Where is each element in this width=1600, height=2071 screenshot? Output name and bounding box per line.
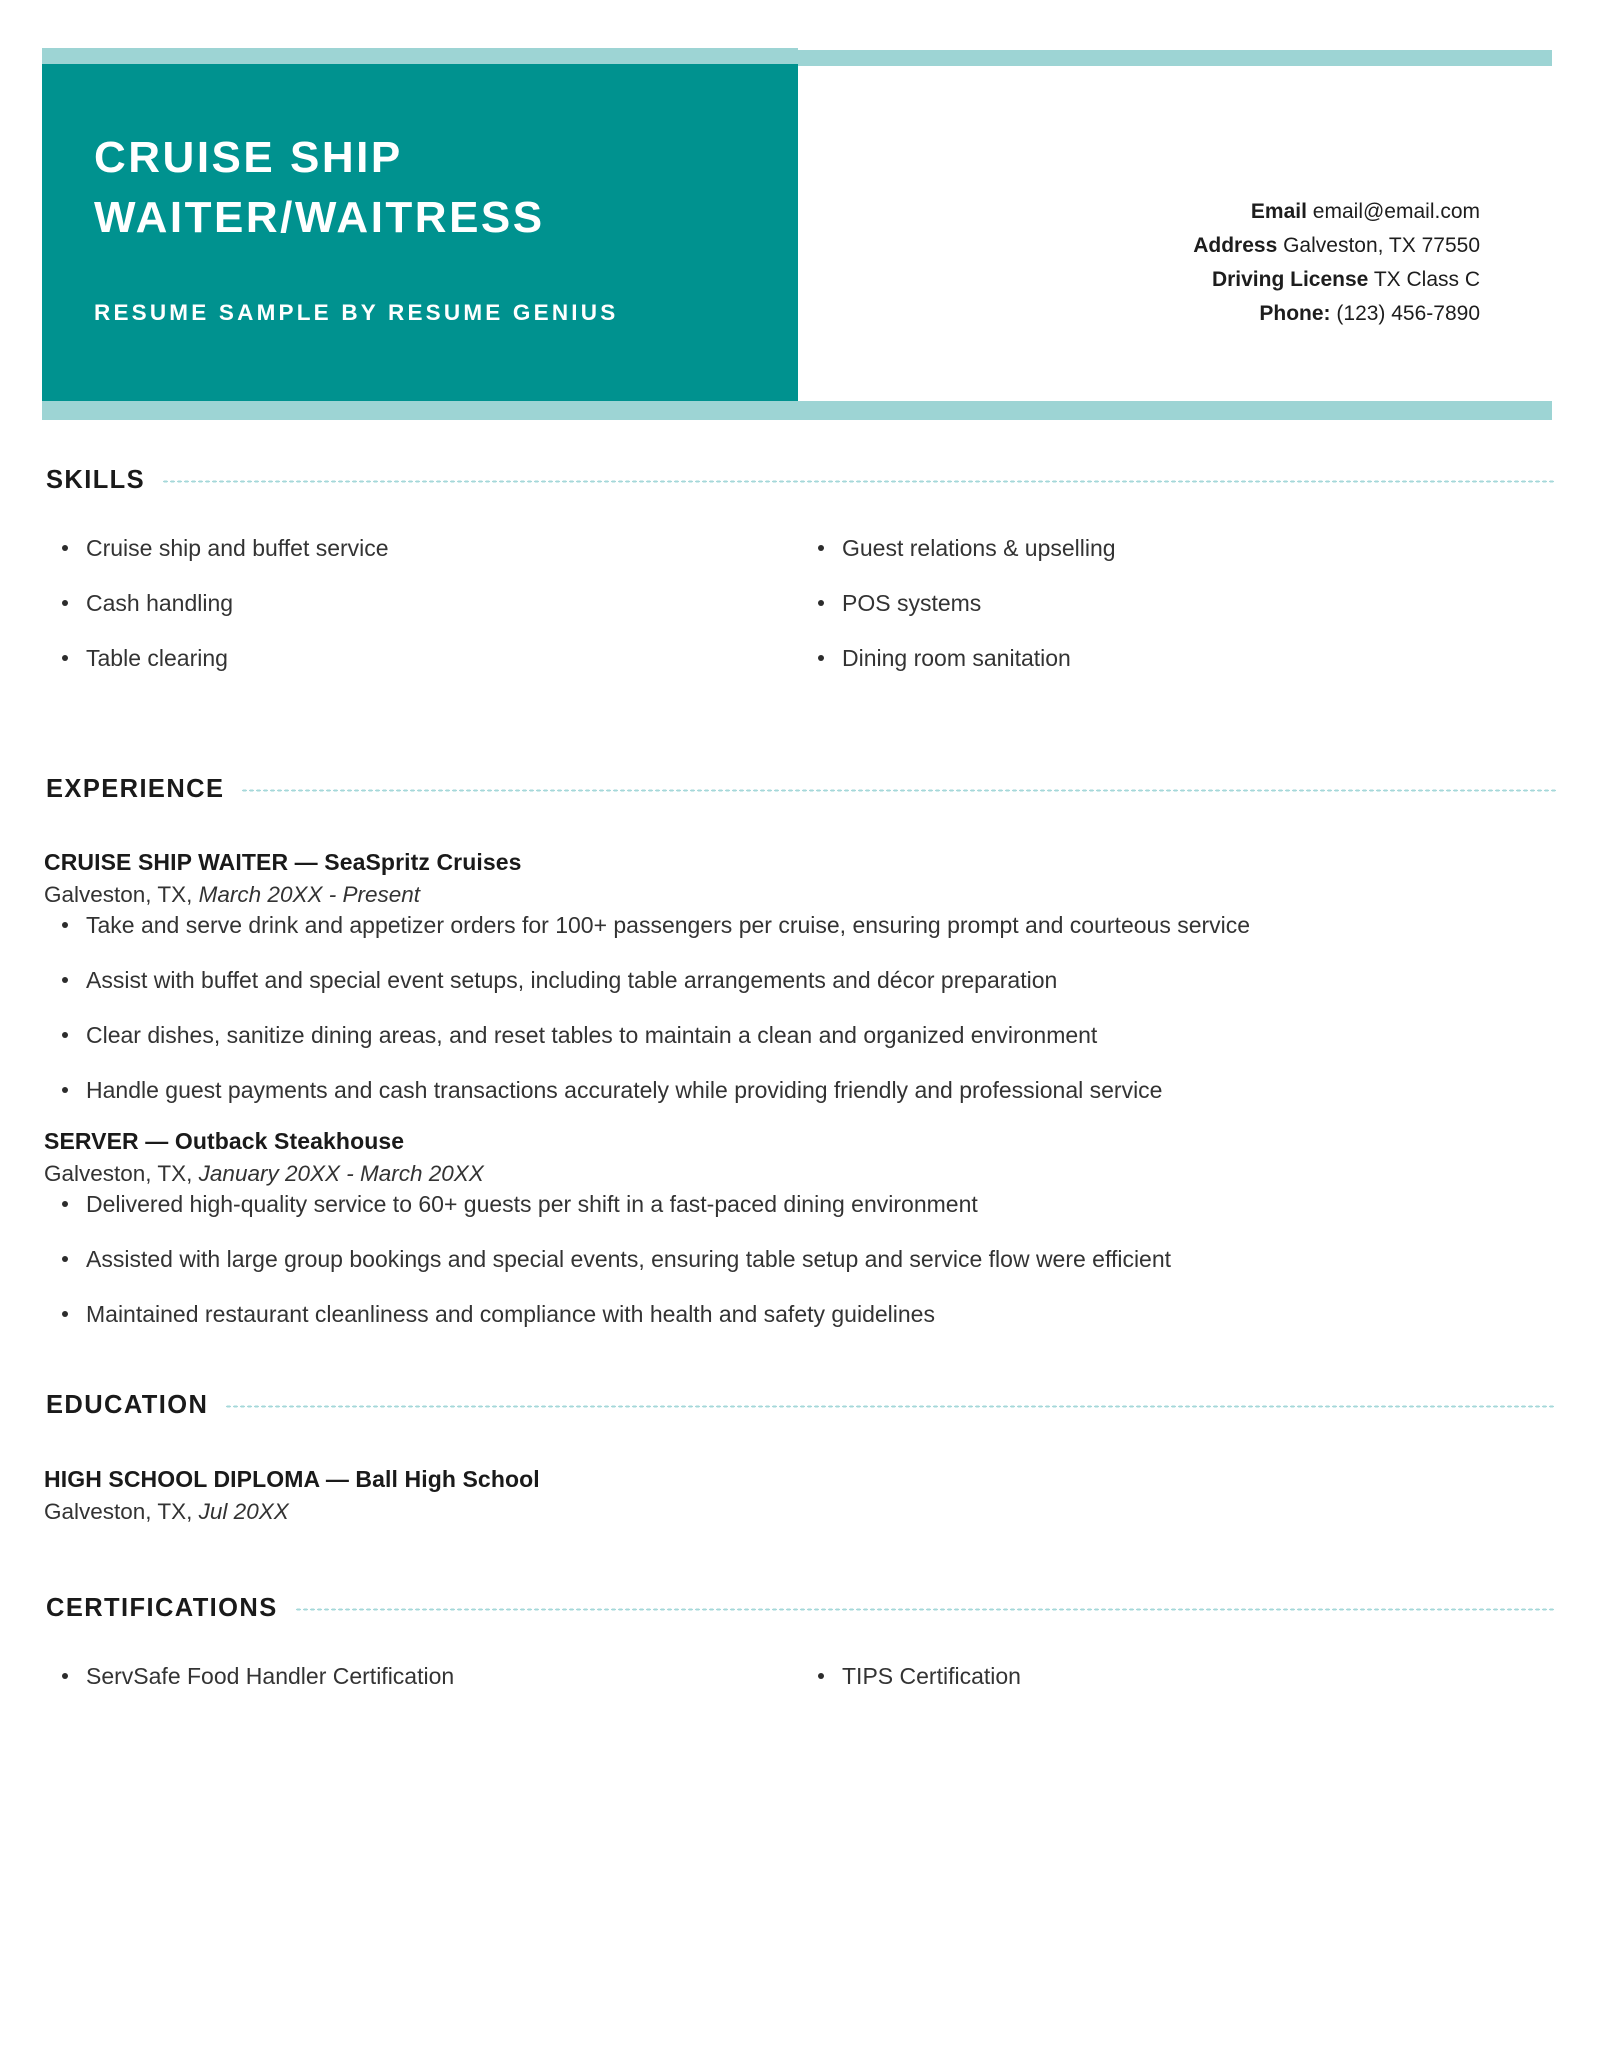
job-bullets — [44, 908, 1556, 1107]
experience-entry — [44, 849, 1556, 1107]
list-item: ServSafe Food Handler Certification — [44, 1659, 800, 1693]
education-entry — [44, 1466, 1556, 1525]
section-title-certifications: CERTIFICATIONS — [46, 1594, 278, 1623]
list-item: Delivered high-quality service to 60+ guests per shift in a fast-paced dining environment — [44, 1187, 1556, 1221]
list-item: Maintained restaurant cleanliness and compliance with health and safety guidelines — [44, 1297, 1556, 1331]
contact-value-driving-license: TX Class C — [1373, 268, 1480, 292]
resume-subtitle: RESUME SAMPLE BY RESUME GENIUS — [94, 300, 619, 325]
section-experience — [44, 775, 1556, 1331]
job-meta — [44, 882, 1556, 908]
degree-dates: Jul 20XX — [198, 1499, 289, 1525]
contact-value-address: Galveston, TX 77550 — [1283, 234, 1480, 258]
job-title: CRUISE SHIP WAITER — SeaSpritz Cruises — [44, 849, 522, 876]
section-education — [44, 1391, 1556, 1525]
list-item: Assist with buffet and special event setups, including table arrangements and décor preparation — [44, 963, 1556, 997]
contact-row-driving-license — [1193, 263, 1480, 297]
list-item: POS systems — [800, 586, 1556, 620]
job-meta — [44, 1161, 1556, 1187]
job-dates: January 20XX - March 20XX — [198, 1161, 484, 1187]
contact-label-phone: Phone: — [1259, 302, 1331, 326]
section-header-experience — [44, 775, 1556, 804]
skills-columns — [44, 531, 1556, 696]
list-item: Cash handling — [44, 586, 800, 620]
section-rule-education — [225, 1405, 1556, 1408]
list-item: Cruise ship and buffet service — [44, 531, 800, 565]
list-item: Table clearing — [44, 641, 800, 675]
job-dates: March 20XX - Present — [198, 882, 421, 908]
section-skills — [44, 466, 1556, 696]
contact-row-email — [1193, 195, 1480, 229]
resume-body — [0, 466, 1600, 1707]
page-title — [94, 128, 754, 249]
section-rule-experience — [241, 789, 1556, 792]
degree-location: Galveston, TX, — [44, 1499, 193, 1525]
contact-info — [1193, 195, 1480, 331]
resume-header — [0, 0, 1600, 385]
section-title-experience: EXPERIENCE — [46, 775, 225, 804]
section-title-education: EDUCATION — [46, 1391, 209, 1420]
list-item: Dining room sanitation — [800, 641, 1556, 675]
job-location: Galveston, TX, — [44, 882, 193, 908]
section-rule-skills — [162, 480, 1556, 483]
skills-list-right — [800, 531, 1556, 696]
list-item: Guest relations & upselling — [800, 531, 1556, 565]
certifications-list-left — [44, 1659, 800, 1707]
name-line-1: CRUISE SHIP — [94, 133, 403, 182]
list-item: Assisted with large group bookings and special events, ensuring table setup and service flow were efficient — [44, 1242, 1556, 1276]
contact-value-phone: (123) 456-7890 — [1336, 302, 1480, 326]
degree-title: HIGH SCHOOL DIPLOMA — Ball High School — [44, 1466, 540, 1493]
certifications-columns — [44, 1659, 1556, 1707]
contact-row-address — [1193, 229, 1480, 263]
list-item: Clear dishes, sanitize dining areas, and reset tables to maintain a clean and organized environment — [44, 1018, 1556, 1052]
job-title: SERVER — Outback Steakhouse — [44, 1128, 405, 1155]
name-line-2: WAITER/WAITRESS — [94, 193, 545, 243]
section-header-education — [44, 1391, 1556, 1420]
job-bullets — [44, 1187, 1556, 1331]
certifications-list-right — [800, 1659, 1556, 1707]
contact-value-email: email@email.com — [1312, 200, 1480, 223]
list-item: TIPS Certification — [800, 1659, 1556, 1693]
degree-meta — [44, 1499, 1556, 1525]
list-item: Handle guest payments and cash transactions accurately while providing friendly and professional service — [44, 1073, 1556, 1107]
section-header-certifications — [44, 1594, 1556, 1623]
section-certifications — [44, 1594, 1556, 1707]
contact-label-email: Email — [1250, 200, 1307, 223]
contact-label-driving-license: Driving License — [1211, 268, 1369, 292]
section-rule-certifications — [295, 1608, 1556, 1611]
contact-row-phone — [1193, 297, 1480, 331]
contact-label-address: Address — [1193, 234, 1278, 258]
skills-list-left — [44, 531, 800, 696]
section-title-skills: SKILLS — [46, 466, 146, 494]
section-header-skills — [44, 466, 1556, 495]
list-item: Take and serve drink and appetizer orders for 100+ passengers per cruise, ensuring prompt and courteous service — [44, 908, 1556, 942]
job-location: Galveston, TX, — [44, 1161, 193, 1187]
experience-entry — [44, 1128, 1556, 1331]
header-bottom-accent-bar — [42, 401, 1552, 420]
